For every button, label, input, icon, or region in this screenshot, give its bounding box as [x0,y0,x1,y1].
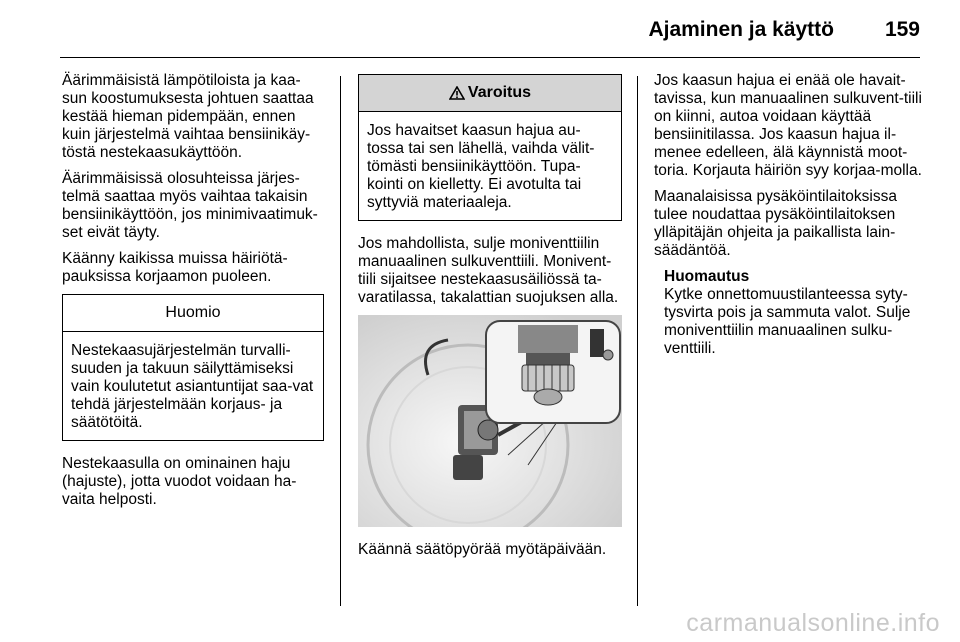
notice-box [62,294,324,441]
paragraph: Nestekaasulla on ominainen haju (hajuste), jotta vuodot voidaan ha-vaita helposti. [62,455,297,508]
valve-illustration [358,315,622,527]
column-divider-1 [340,76,341,606]
note-block [654,268,922,358]
header-title: Ajaminen ja käyttö [648,18,834,41]
warning-triangle-icon [449,86,465,100]
column-1 [62,72,324,517]
column-3 [654,72,922,358]
paragraph: Äärimmäisistä lämpötiloista ja kaa-sun koostumuksesta johtuen saattaa kestää hieman pidempään, ennen kuin järjestelmä vaihtaa bensiinikäy-töstä nestekaasukäyttöön. [62,72,314,161]
page-number: 159 [884,18,920,41]
notice-title: Huomio [63,295,323,332]
valve-drawing [358,315,622,527]
column-2 [358,72,622,567]
header-rule [60,57,920,58]
note-title: Huomautus [664,268,750,285]
warning-box [358,74,622,221]
note-text: Kytke onnettomuustilanteessa syty-tysvirta pois ja sammuta valot. Sulje moniventtiilin manuaalinen sulku-venttiili. [664,286,911,357]
illustration-caption: Käännä säätöpyörää myötäpäivään. [358,541,607,558]
paragraph: Jos kaasun hajua ei enää ole havait-tavissa, kun manuaalinen sulkuvent-tiili on kiinni, autoa voidaan käyttää bensiinitilassa. Jos kaasun hajua il-menee edelleen, älä käynnistä moot-toria. Korjauta häiriön syy korjaa-molla. [654,72,922,179]
notice-text: Nestekaasujärjestelmän turvalli-suuden ja takuun säilyttämiseksi vain koulutetut asiantuntijat saa-vat tehdä järjestelmään korjaus- ja säätötöitä. [71,342,314,431]
watermark: carmanualsonline.info [686,609,940,637]
paragraph: Äärimmäisissä olosuhteissa järjes-telmä saattaa myös vaihtaa takaisin bensiinikäyttöön, jos minimivaatimuk-set eivät täyty. [62,170,318,241]
warning-header [359,75,621,112]
column-divider-2 [637,76,638,606]
paragraph: Jos mahdollista, sulje moniventtiilin manuaalinen sulkuventtiili. Monivent-tiili sijaitsee nestekaasusäiliössä ta-varatilassa, takalattian suojuksen alla. [358,235,619,306]
page-header [60,14,920,48]
warning-text: Jos havaitset kaasun hajua au-tossa tai sen lähellä, vaihda välit-tömästi bensiinikäyttöön. Tupa-kointi on kielletty. Ei avotulta tai syttyviä materiaaleja. [367,122,595,211]
paragraph: Maanalaisissa pysäköintilaitoksissa tulee noudattaa pysäköintilaitoksen ylläpitäjän ohjeita ja paikallista lain-säädäntöä. [654,188,897,259]
paragraph: Käänny kaikissa muissa häiriötä-pauksissa korjaamon puoleen. [62,250,288,285]
warning-title: Varoitus [467,84,532,101]
